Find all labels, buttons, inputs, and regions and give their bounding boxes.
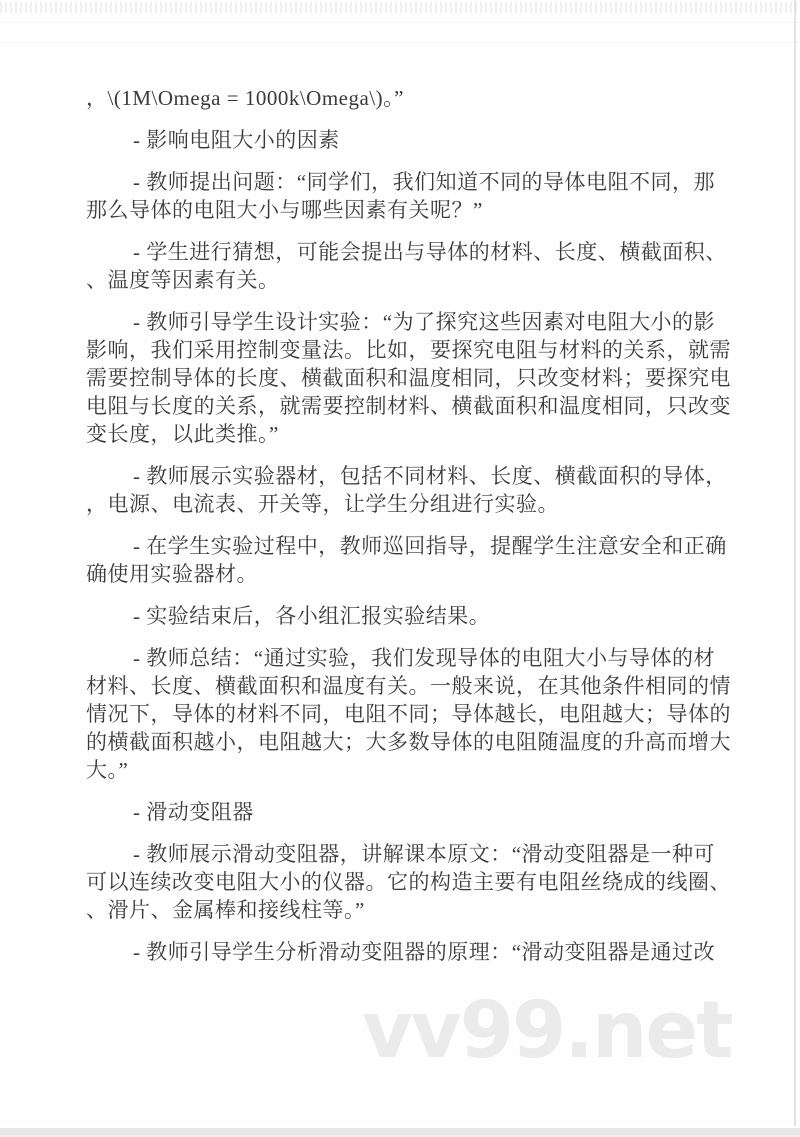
text-line: - 学生进行猜想，可能会提出与导体的材料、长度、横截面积、	[133, 240, 727, 264]
text-line: 变长度，以此类推。”	[86, 422, 279, 446]
text-line: ，\(1M\Omega = 1000k\Omega\)。”	[86, 86, 404, 110]
paragraph	[86, 938, 718, 966]
text-line: 电阻与长度的关系，就需要控制材料、横截面积和温度相同，只改变	[86, 394, 731, 418]
text-line: 情况下，导体的材料不同，电阻不同；导体越长，电阻越大；导体的	[86, 702, 731, 726]
paragraph	[86, 126, 718, 154]
paragraph	[86, 308, 731, 448]
document-text	[86, 84, 731, 966]
paragraph	[86, 840, 731, 924]
page-right-edge-line	[794, 0, 796, 1130]
text-line: - 实验结束后，各小组汇报实验结果。	[133, 604, 491, 628]
text-line: ，电源、电流表、开关等，让学生分组进行实验。	[86, 492, 559, 516]
text-line: - 在学生实验过程中，教师巡回指导，提醒学生注意安全和正确	[133, 534, 727, 558]
text-line: - 教师展示滑动变阻器，讲解课本原文：“滑动变阻器是一种可	[133, 842, 716, 866]
text-line: - 滑动变阻器	[133, 800, 254, 824]
text-line: 材料、长度、横截面积和温度有关。一般来说，在其他条件相同的情	[86, 674, 731, 698]
paragraph	[86, 462, 727, 518]
text-line: 那么导体的电阻大小与哪些因素有关呢？”	[86, 198, 483, 222]
text-line: - 教师引导学生分析滑动变阻器的原理：“滑动变阻器是通过改	[133, 940, 716, 964]
text-line: 、滑片、金属棒和接线柱等。”	[86, 898, 365, 922]
text-line: - 教师总结：“通过实验，我们发现导体的电阻大小与导体的材	[133, 646, 716, 670]
paragraph	[86, 84, 718, 112]
page-bottom-edge	[0, 1126, 800, 1137]
text-line: 、温度等因素有关。	[86, 268, 280, 292]
watermark: vv99.net	[362, 986, 732, 1076]
paragraph	[86, 238, 727, 294]
text-line: 的横截面积越小，电阻越大；大多数导体的电阻随温度的升高而增大	[86, 730, 731, 754]
text-line: 确使用实验器材。	[86, 562, 258, 586]
top-edge-texture	[0, 2, 800, 13]
text-line: - 教师提出问题：“同学们，我们知道不同的导体电阻不同，那	[133, 170, 716, 194]
paragraph	[86, 644, 731, 784]
text-line: 大。”	[86, 758, 129, 782]
paragraph	[86, 602, 718, 630]
text-line: - 教师引导学生设计实验：“为了探究这些因素对电阻大小的影	[133, 310, 716, 334]
text-line: 影响，我们采用控制变量法。比如，要探究电阻与材料的关系，就需	[86, 338, 731, 362]
text-line: 可以连续改变电阻大小的仪器。它的构造主要有电阻丝绕成的线圈、	[86, 870, 731, 894]
text-line: - 影响电阻大小的因素	[133, 128, 340, 152]
paragraph	[86, 168, 718, 224]
text-line: - 教师展示实验器材，包括不同材料、长度、横截面积的导体，	[133, 464, 727, 488]
paragraph	[86, 798, 718, 826]
paragraph	[86, 532, 727, 588]
text-line: 需要控制导体的长度、横截面积和温度相同，只改变材料；要探究电	[86, 366, 731, 390]
